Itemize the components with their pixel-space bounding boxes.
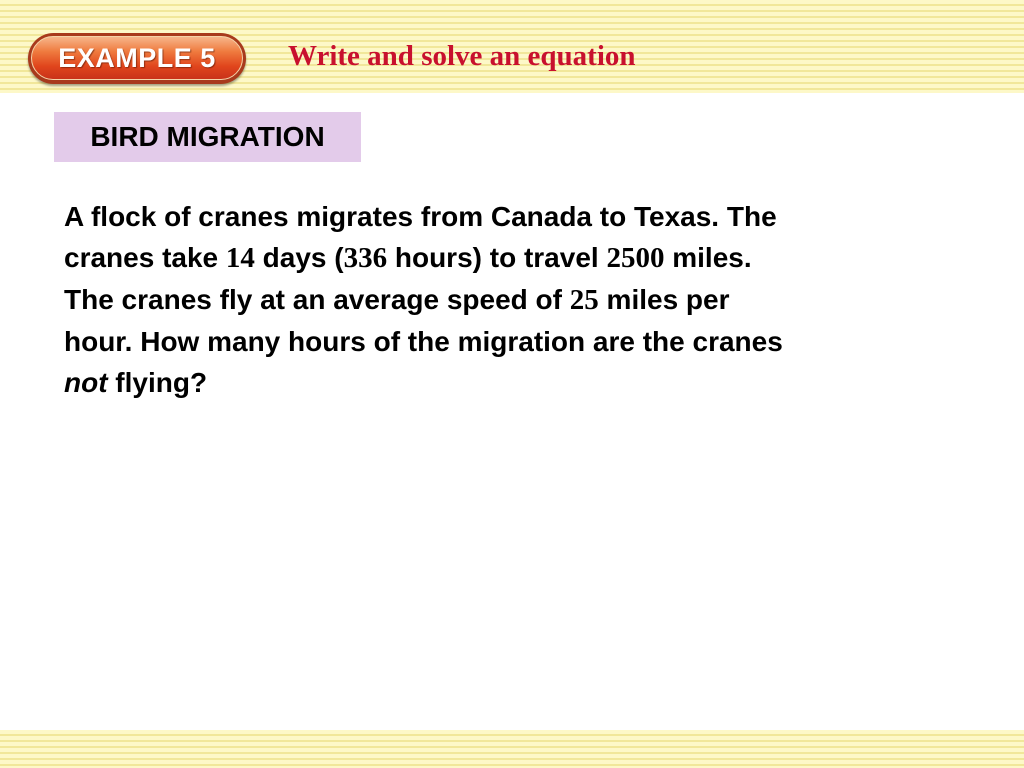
problem-line-2-text-d: miles. bbox=[664, 242, 752, 273]
hours-value: 336 bbox=[343, 242, 388, 274]
speed-value: 25 bbox=[569, 284, 599, 316]
problem-line-5-text: flying? bbox=[107, 367, 208, 398]
problem-line-1 bbox=[64, 196, 964, 237]
example-badge-face bbox=[31, 36, 243, 80]
footer-band bbox=[0, 730, 1024, 768]
problem-text bbox=[64, 196, 964, 403]
problem-line-1-text: A flock of cranes migrates from Canada to Texas. The bbox=[64, 201, 777, 232]
problem-line-2 bbox=[64, 237, 964, 279]
problem-line-4 bbox=[64, 321, 964, 362]
problem-line-5 bbox=[64, 362, 964, 403]
days-value: 14 bbox=[225, 242, 255, 274]
topic-box bbox=[54, 112, 361, 162]
problem-line-3 bbox=[64, 279, 964, 321]
problem-line-2-text-b: days ( bbox=[254, 242, 344, 273]
problem-line-3-text-a: The cranes fly at an average speed of bbox=[64, 284, 570, 315]
example-badge bbox=[28, 33, 246, 84]
example-label: EXAMPLE 5 bbox=[58, 42, 216, 73]
miles-value: 2500 bbox=[606, 242, 665, 274]
page-title: Write and solve an equation bbox=[288, 40, 636, 72]
emphasis-not: not bbox=[64, 367, 108, 398]
problem-line-2-text-c: hours) to travel bbox=[387, 242, 607, 273]
topic-label: BIRD MIGRATION bbox=[90, 121, 325, 152]
problem-line-2-text-a: cranes take bbox=[64, 242, 226, 273]
problem-line-4-text: hour. How many hours of the migration are the cranes bbox=[64, 326, 783, 357]
problem-line-3-text-b: miles per bbox=[598, 284, 730, 315]
